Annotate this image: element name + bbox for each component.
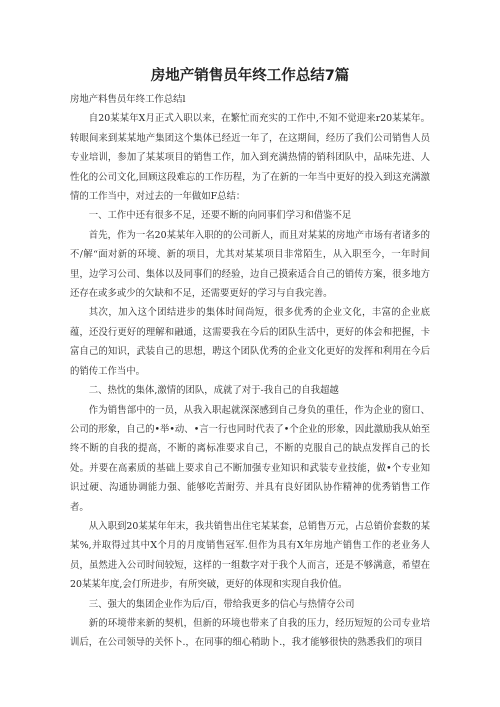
paragraph: 从入职到20某某年年末，我共销售出住宅某某套，总销售万元，占总销价套数的某某%,并取得过其中X个月的月度销售冠军.但作为具有X年房地产销售工作的老业务人员，虽然进入公司时间较短，这样的一组数字对于我个人而言，还是不够满意，希望在20某某年度,会仃所进步，有所突破，更好的体现和实现自我价值。 [70, 520, 430, 591]
paragraph-intro: 自20某某年X月正式入职以来，在繁忙而充实的工作中,不知不觉迎来r20某某年。转眼间来到某某地产集团这个集体已经近一年了，在这期间，经历了我们公司销售人员专业培训，参加了某某项目的销售工作，加入到充满热情的销科团队中，品味先进、人性化的公司文化,回顾这段难忘的工作历程，为了在新的一年当中更好的投入到这充满激情的工作当中，对过去的一年做如F总结： [70, 113, 430, 203]
document-body [70, 90, 430, 653]
section-heading-3: 三、强大的集团企业作为后/百，带给我更多的信心与热情夺公司 [88, 598, 355, 610]
paragraph: 首先，作为一名20某某年入职的的公司新人，而且对某某的房地产市场有者诸多的不/解“面对新的环境、新的项目，尤其对某某项目非常陌生，从入职至今，一年时间里，边学习公司、集体以及同事们的经验，边自己摸索适合自己的销传方案，很多地方还存在或多或少的欠缺和不足，还需要更好的学习与自我完善。 [70, 229, 430, 300]
document-title: 房地产销售员年终工作总结7篇 [150, 68, 350, 84]
section-heading-1: 一、工作中还有很多不足，还要不断的向同事们学习和借鉴不足 [88, 210, 352, 222]
document-subtitle: 房地产料售员年终工作总结l [70, 94, 186, 105]
paragraph: 新的环境带来新的契机，但新的环境也带来了自我的压力，经历短短的公司专业培训后，在公司领导的关怀卜.，在同事的细心稍助卜.，我才能够很快的熟悉我们的项目 [70, 617, 430, 649]
paragraph: 作为销售部中的一员，从我入职起就深深感到自己身负的重任，作为企业的窗口、公司的形象，自己的•举•动、•言一行也同时代表了•个企业的形象，因此激励我从始至终不断的自我的提高，不断的离标准要求自己，不断的克服自己的缺点发挥自己的长处。并要在高素质的基础上要求自己不断加强专业知识和武装专业技能，做•个专业知识过硬、沟通协调能力强、能够吃苦耐劳、并具有良好团队协作精神的优秀销售工作者。 [70, 404, 430, 513]
section-heading-2: 二、热忱的集体,激情的团队，成就了对于-我自己的自我超越 [88, 385, 339, 397]
paragraph: 其次，加入这个团结进步的集体时间尚短，很多优秀的企业文化，丰富的企业底蕴，还没行更好的理解和融通，这需要我在今后的团队生活中，更好的体会和把握，卡富自己的知识，武装自己的思想，聘这个团队优秀的企业文化更好的发挥和利用在今后的销传工作当中。 [70, 307, 430, 377]
